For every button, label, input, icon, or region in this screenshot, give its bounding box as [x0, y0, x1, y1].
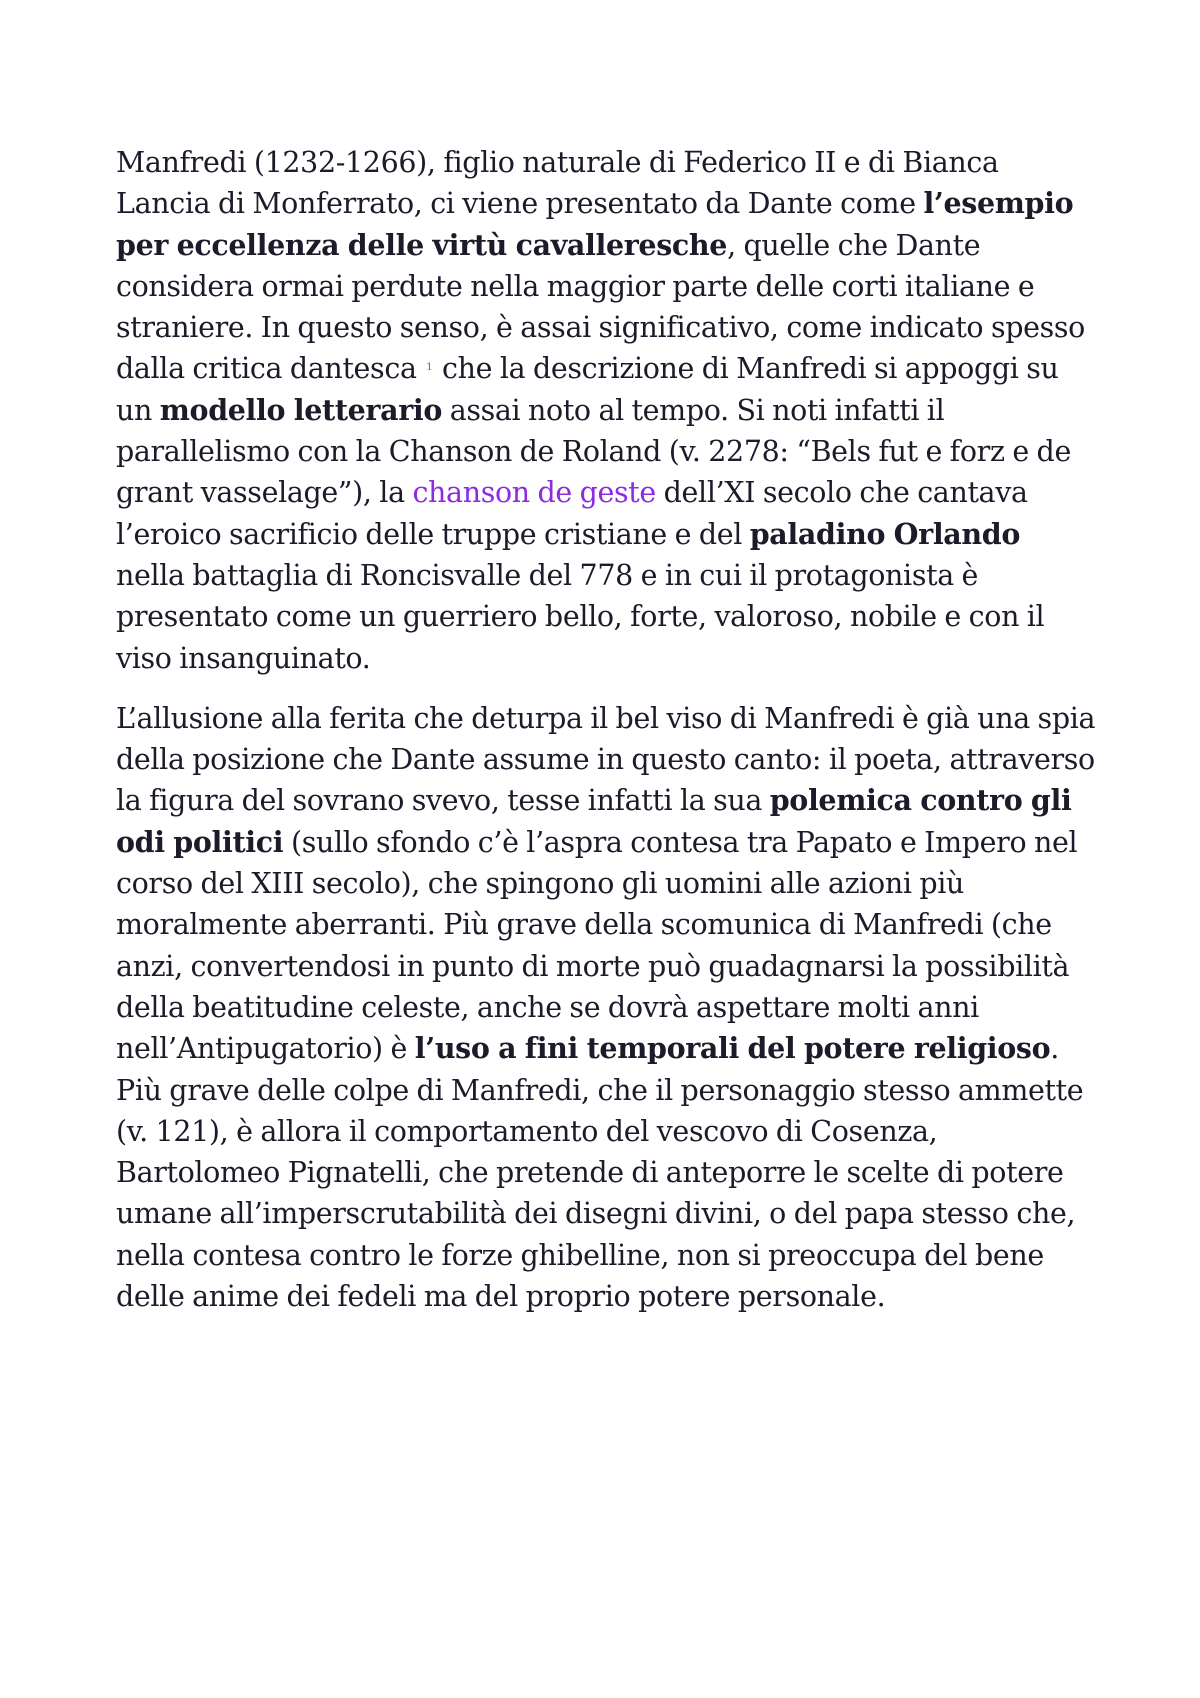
- bold-phrase-orlando: paladino Orlando: [749, 516, 1021, 551]
- text-segment: (sullo sfondo c’è l’aspra contesa tra Papato e Impero nel corso del XIII secolo), che spingono gli uomini alle azioni più moralmente aberranti. Più grave della scomunica di Manfredi (che anzi, convertendosi in punto di morte può guadagnarsi la possibilità della beatitudine celeste, anche se dovrà aspettare molti anni nell’Antipugatorio) è: [116, 825, 1078, 1066]
- paragraph-1: [116, 142, 1096, 679]
- bold-phrase-modello: modello letterario: [159, 392, 442, 427]
- bold-phrase-potere-religioso: l’uso a fini temporali del potere religioso: [414, 1031, 1051, 1066]
- text-segment: . Più grave delle colpe di Manfredi, che il personaggio stesso ammette (v. 121), è allora il comportamento del vescovo di Cosenza, Bartolomeo Pignatelli, che pretende di anteporre le scelte di potere umane all’imperscrutabilità dei disegni divini, o del papa stesso che, nella contesa contro le forze ghibelline, non si preoccupa del bene delle anime dei fedeli ma del proprio potere personale.: [116, 1032, 1084, 1314]
- text-segment: che la descrizione di Manfredi si appoggi su un: [116, 352, 1059, 427]
- paragraph-2: [116, 698, 1096, 1317]
- chanson-de-geste-link[interactable]: chanson de geste: [412, 476, 656, 510]
- text-segment: Manfredi (1232-1266), figlio naturale di Federico II e di Bianca Lancia di Monferrato, ci viene presentato da Dante come: [116, 146, 999, 221]
- footnote-reference[interactable]: 1: [426, 362, 433, 374]
- text-segment: , quelle che Dante considera ormai perdute nella maggior parte delle corti italiane e straniere. In questo senso, è assai significativo, come indicato spesso dalla critica dantesca: [116, 228, 1085, 386]
- bold-phrase-polemica: polemica contro gli odi politici: [116, 783, 1072, 859]
- text-segment: assai noto al tempo. Si noti infatti il parallelismo con la Chanson de Roland (v. 2278: “Bels fut e forz e de grant vasselage”), la: [116, 393, 1071, 510]
- document-page: [116, 142, 1096, 1317]
- bold-phrase-esempio: l’esempio per eccellenza delle virtù cavalleresche: [116, 186, 1074, 262]
- text-segment: L’allusione alla ferita che deturpa il bel viso di Manfredi è già una spia della posizione che Dante assume in questo canto: il poeta, attraverso la figura del sovrano svevo, tesse infatti la sua: [116, 701, 1096, 818]
- text-segment: dell’XI secolo che cantava l’eroico sacrificio delle truppe cristiane e del: [116, 476, 1028, 551]
- text-segment: nella battaglia di Roncisvalle del 778 e in cui il protagonista è presentato come un guerriero bello, forte, valoroso, nobile e con il viso insanguinato.: [116, 558, 1045, 675]
